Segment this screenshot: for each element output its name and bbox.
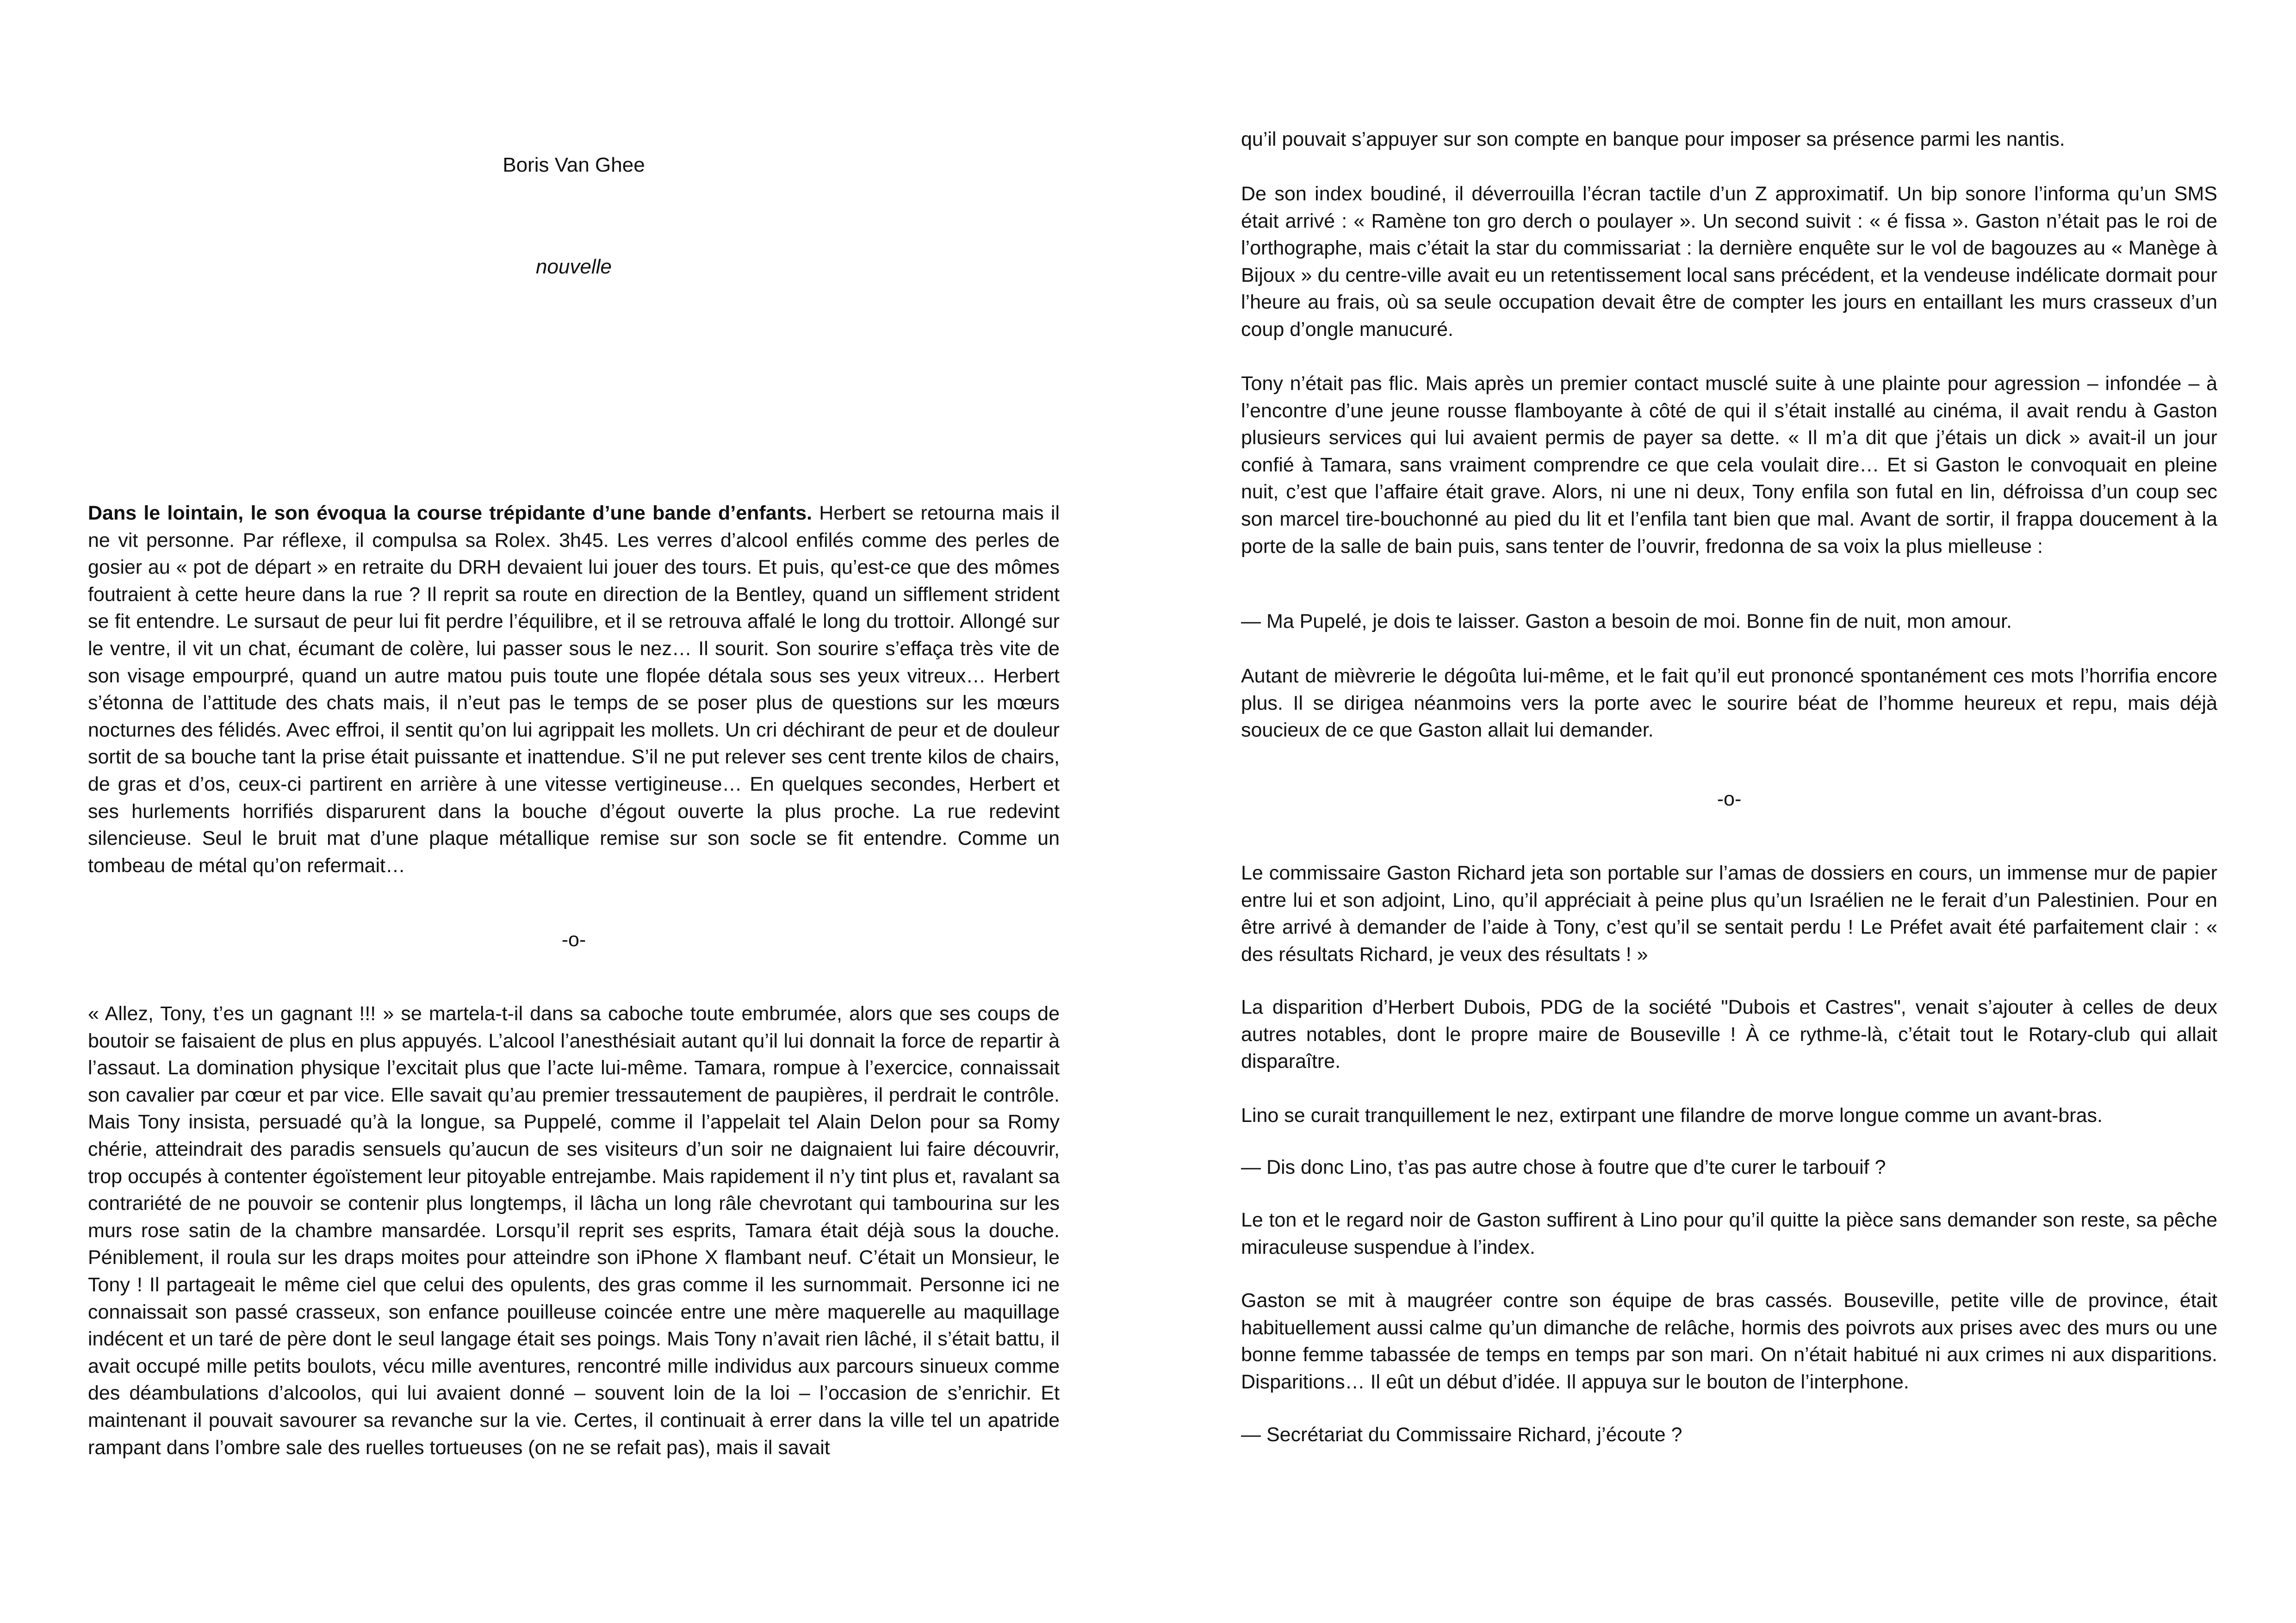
dialogue-secretariat: — Secrétariat du Commissaire Richard, j’écoute ? — [1241, 1424, 1682, 1446]
opening-paragraph-text: Herbert se retourna mais il ne vit personne. Par réflexe, il compulsa sa Rolex. 3h45. Les verres d’alcool enfilés comme des perles de gosier au « pot de départ » en retraite du DRH devaient lui jouer des tours. Et puis, qu’est-ce que des mômes foutraient à cette heure dans la rue ? Il reprit sa route en direction de la Bentley, quand un sifflement strident se fit entendre. Le sursaut de peur lui fit perdre l’équilibre, et il se retrouva affalé le long du trottoir. Allongé sur le ventre, il vit un chat, écumant de colère, lui passer sous le nez… Il sourit. Son sourire s’effaça très vite de son visage empourpré, quand un autre matou puis toute une flopée détala sous ses yeux vitreux… Herbert s’étonna de l’attitude des chats mais, il n’eut pas le temps de se poser plus de questions sur les mœurs nocturnes des félidés. Avec effroi, il sentit qu’on lui agrippait les mollets. Un cri déchirant de peur et de douleur sortit de sa bouche tant la prise était puissante et inattendue. S’il ne put relever ses cent trente kilos de chairs, de gras et d’os, ceux-ci partirent en arrière à une vitesse vertigineuse… En quelques secondes, Herbert et ses hurlements horrifiés disparurent dans la bouche d’égout ouverte la plus proche. La rue redevint silencieuse. Seul le bruit mat d’une plaque métallique remise sur son socle se fit entendre. Comme un tombeau de métal qu’on refermait… — [88, 502, 1060, 877]
right-page — [1241, 0, 2217, 1623]
left-page — [88, 0, 1060, 1623]
paragraph-sms: De son index boudiné, il déverrouilla l’écran tactile d’un Z approximatif. Un bip sonore l’informa qu’un SMS était arrivé : « Ramène ton gro derch o poulayer ». Un second suivit : « é fissa ». Gaston n’était pas le roi de l’orthographe, mais c’était la star du commissariat : la dernière enquête sur le vol de bagouzes au « Manège à Bijoux » du centre-ville avait eu un retentissement local sans précédent, et la vendeuse indélicate dormait pour l’heure au frais, où sa seule occupation devait être de compter les jours en entaillant les murs crasseux d’un coup d’ongle manucuré. — [1241, 183, 2217, 341]
dialogue-pupele: — Ma Pupelé, je dois te laisser. Gaston a besoin de moi. Bonne fin de nuit, mon amour. — [1241, 610, 2012, 632]
paragraph-lino: Lino se curait tranquillement le nez, extirpant une filandre de morve longue comme un avant-bras. — [1241, 1104, 2103, 1127]
paragraph-tony: « Allez, Tony, t’es un gagnant !!! » se martela-t-il dans sa caboche toute embrumée, alors que ses coups de boutoir se faisaient de plus en plus appuyés. L’alcool l’anesthésiait autant qu’il lui donnait la force de repartir à l’assaut. La domination physique l’excitait plus que l’acte lui-même. Tamara, rompue à l’exercice, connaissait son cavalier par cœur et par vice. Elle savait qu’au premier tressautement de paupières, il perdrait le contrôle. Mais Tony insista, persuadé qu’à la longue, sa Puppelé, comme il l’appelait tel Alain Delon pour sa Romy chérie, atteindrait des paradis sensuels qu’aucun de ses visiteurs d’un soir ne daignaient lui faire découvrir, trop occupés à contenter égoïstement leur pitoyable entrejambe. Mais rapidement il n’y tint plus et, ravalant sa contrariété de ne pouvoir se contenir plus longtemps, il lâcha un long râle chevrotant qui tambourina sur les murs rose satin de la chambre mansardée. Lorsqu’il reprit ses esprits, Tamara était déjà sous la douche. Péniblement, il roula sur les draps moites pour atteindre son iPhone X flambant neuf. C’était un Monsieur, le Tony ! Il partageait le même ciel que celui des opulents, des gras comme il les surnommait. Personne ici ne connaissait son passé crasseux, son enfance pouilleuse coincée entre une mère maquerelle au maquillage indécent et un taré de père dont le seul langage était ses poings. Mais Tony n’avait rien lâché, il s’était battu, il avait occupé mille petits boulots, vécu mille aventures, rencontré mille individus aux parcours sinueux comme des déambulations d’alcoolos, qui lui avaient donné – souvent loin de la loi – l’occasion de s’enrichir. Et maintenant il pouvait savourer sa revanche sur la vie. Certes, il continuait à errer dans la ville tel un apatride rampant dans l’ombre sale des ruelles tortueuses (on ne se refait pas), mais il savait — [88, 1003, 1060, 1459]
opening-lead-sentence: Dans le lointain, le son évoqua la course trépidante d’une bande d’enfants. — [88, 502, 813, 524]
paragraph-tony-not-cop: Tony n’était pas flic. Mais après un premier contact musclé suite à une plainte pour agression – infondée – à l’encontre d’une jeune rousse flamboyante à côté de qui il s’était installé au cinéma, il avait rendu à Gaston plusieurs services qui lui avaient permis de payer sa dette. « Il m’a dit que j’étais un dick » avait-il un jour confié à Tamara, sans vraiment comprendre ce que cela voulait dire… Et si Gaston le convoquait en pleine nuit, c’est que l’affaire était grave. Alors, ni une ni deux, Tony enfila son futal en lin, défroissa d’un coup sec son marcel tire-bouchonné au pied du lit et l’enfila tant bien que mal. Avant de sortir, il frappa doucement à la porte de la salle de bain puis, sans tenter de l’ouvrir, fredonna de sa voix la plus mielleuse : — [1241, 372, 2217, 558]
paragraph-bouseville: Gaston se mit à maugréer contre son équipe de bras cassés. Bouseville, petite ville de province, était habituellement aussi calme qu’un dimanche de relâche, hormis des poivrots aux prises avec des murs ou une bonne femme tabassée de temps en temps par son mari. On n’était habitué ni aux crimes ni aux disparitions. Disparitions… Il eût un début d’idée. Il appuya sur le bouton de l’interphone. — [1241, 1289, 2217, 1393]
paragraph-opening — [88, 500, 1060, 879]
author-name: Boris Van Ghee — [503, 154, 645, 176]
paragraph-ton-regard: Le ton et le regard noir de Gaston suffirent à Lino pour qu’il quitte la pièce sans demander son reste, sa pêche miraculeuse suspendue à l’index. — [1241, 1209, 2217, 1258]
section-separator: -o- — [1717, 788, 1742, 810]
paragraph-commissaire: Le commissaire Gaston Richard jeta son portable sur l’amas de dossiers en cours, un immense mur de papier entre lui et son adjoint, Lino, qu’il appréciait à peine plus qu’un Israélien ne le ferait d’un Palestinien. Pour en être arrivé à demander de l’aide à Tony, c’est qu’il se sentait perdu ! Le Préfet avait été parfaitement clair : « des résultats Richard, je veux des résultats ! » — [1241, 862, 2217, 966]
paragraph-mievrerie: Autant de mièvrerie le dégoûta lui-même, et le fait qu’il eut prononcé spontanément ces mots l’horrifia encore plus. Il se dirigea néanmoins vers la porte avec le sourire béat de l’homme heureux et repu, mais déjà soucieux de ce que Gaston allait lui demander. — [1241, 665, 2217, 742]
genre-label: nouvelle — [536, 255, 612, 278]
dialogue-gaston-lino: — Dis donc Lino, t’as pas autre chose à foutre que d’te curer le tarbouif ? — [1241, 1156, 1886, 1178]
section-separator: -o- — [561, 929, 586, 951]
paragraph-continued: qu’il pouvait s’appuyer sur son compte en banque pour imposer sa présence parmi les nantis. — [1241, 128, 2065, 150]
paragraph-disparition: La disparition d’Herbert Dubois, PDG de la société "Dubois et Castres", venait s’ajouter à celles de deux autres notables, dont le propre maire de Bouseville ! À ce rythme-là, c’était tout le Rotary-club qui allait disparaître. — [1241, 996, 2217, 1073]
